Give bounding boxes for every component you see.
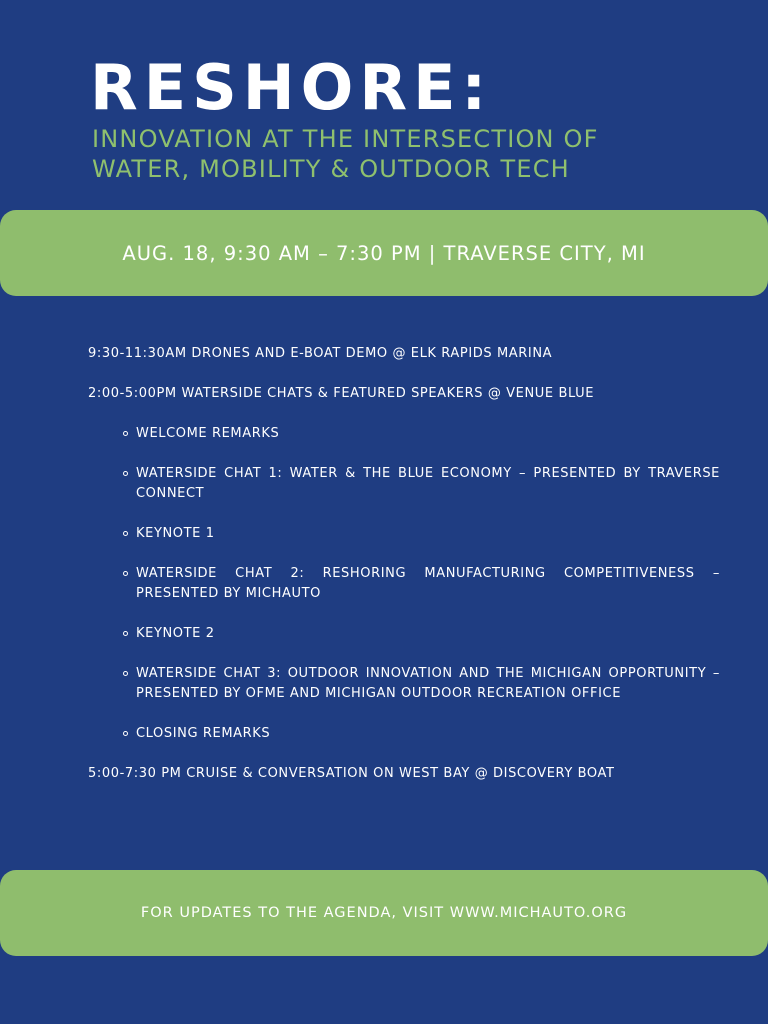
session-label: WATERSIDE CHAT 3: OUTDOOR INNOVATION AND THE MICHIGAN OPPORTUNITY – PRESENTED BY OFME AND MICHIGAN OUTDOOR RECREATION OFFICE [136, 666, 720, 701]
session-list [88, 424, 720, 744]
session-closing-remarks [88, 724, 720, 744]
agenda-item-waterside-chats: 2:00-5:00PM WATERSIDE CHATS & FEATURED SPEAKERS @ VENUE BLUE [88, 386, 595, 401]
hollow-bullet-icon [123, 431, 128, 436]
hollow-bullet-icon [123, 671, 128, 676]
session-waterside-chat-1 [88, 464, 720, 504]
session-waterside-chat-2 [88, 564, 720, 604]
date-location-banner: AUG. 18, 9:30 AM – 7:30 PM | TRAVERSE CITY, MI [0, 210, 768, 296]
session-label: KEYNOTE 2 [136, 626, 215, 641]
session-label: KEYNOTE 1 [136, 526, 215, 541]
session-keynote-2 [88, 624, 720, 644]
agenda-updates-banner: FOR UPDATES TO THE AGENDA, VISIT WWW.MICHAUTO.ORG [0, 870, 768, 956]
session-label: WATERSIDE CHAT 2: RESHORING MANUFACTURING COMPETITIVENESS – PRESENTED BY MICHAUTO [136, 566, 720, 601]
session-waterside-chat-3 [88, 664, 720, 704]
session-keynote-1 [88, 524, 720, 544]
session-label: CLOSING REMARKS [136, 726, 271, 741]
agenda-item-cruise: 5:00-7:30 PM CRUISE & CONVERSATION ON WEST BAY @ DISCOVERY BOAT [88, 766, 615, 781]
hollow-bullet-icon [123, 531, 128, 536]
hollow-bullet-icon [123, 571, 128, 576]
hollow-bullet-icon [123, 731, 128, 736]
session-label: WATERSIDE CHAT 1: WATER & THE BLUE ECONOMY – PRESENTED BY TRAVERSE CONNECT [136, 466, 720, 501]
agenda-item-drone-demo: 9:30-11:30AM DRONES AND E-BOAT DEMO @ ELK RAPIDS MARINA [88, 346, 553, 361]
event-title: RESHORE: [90, 51, 493, 124]
agenda [88, 344, 720, 784]
subtitle-line-1: INNOVATION AT THE INTERSECTION OF [92, 125, 599, 153]
hollow-bullet-icon [123, 631, 128, 636]
hollow-bullet-icon [123, 471, 128, 476]
event-subtitle [92, 124, 712, 184]
session-welcome-remarks [88, 424, 720, 444]
subtitle-line-2: WATER, MOBILITY & OUTDOOR TECH [92, 155, 570, 183]
session-label: WELCOME REMARKS [136, 426, 280, 441]
